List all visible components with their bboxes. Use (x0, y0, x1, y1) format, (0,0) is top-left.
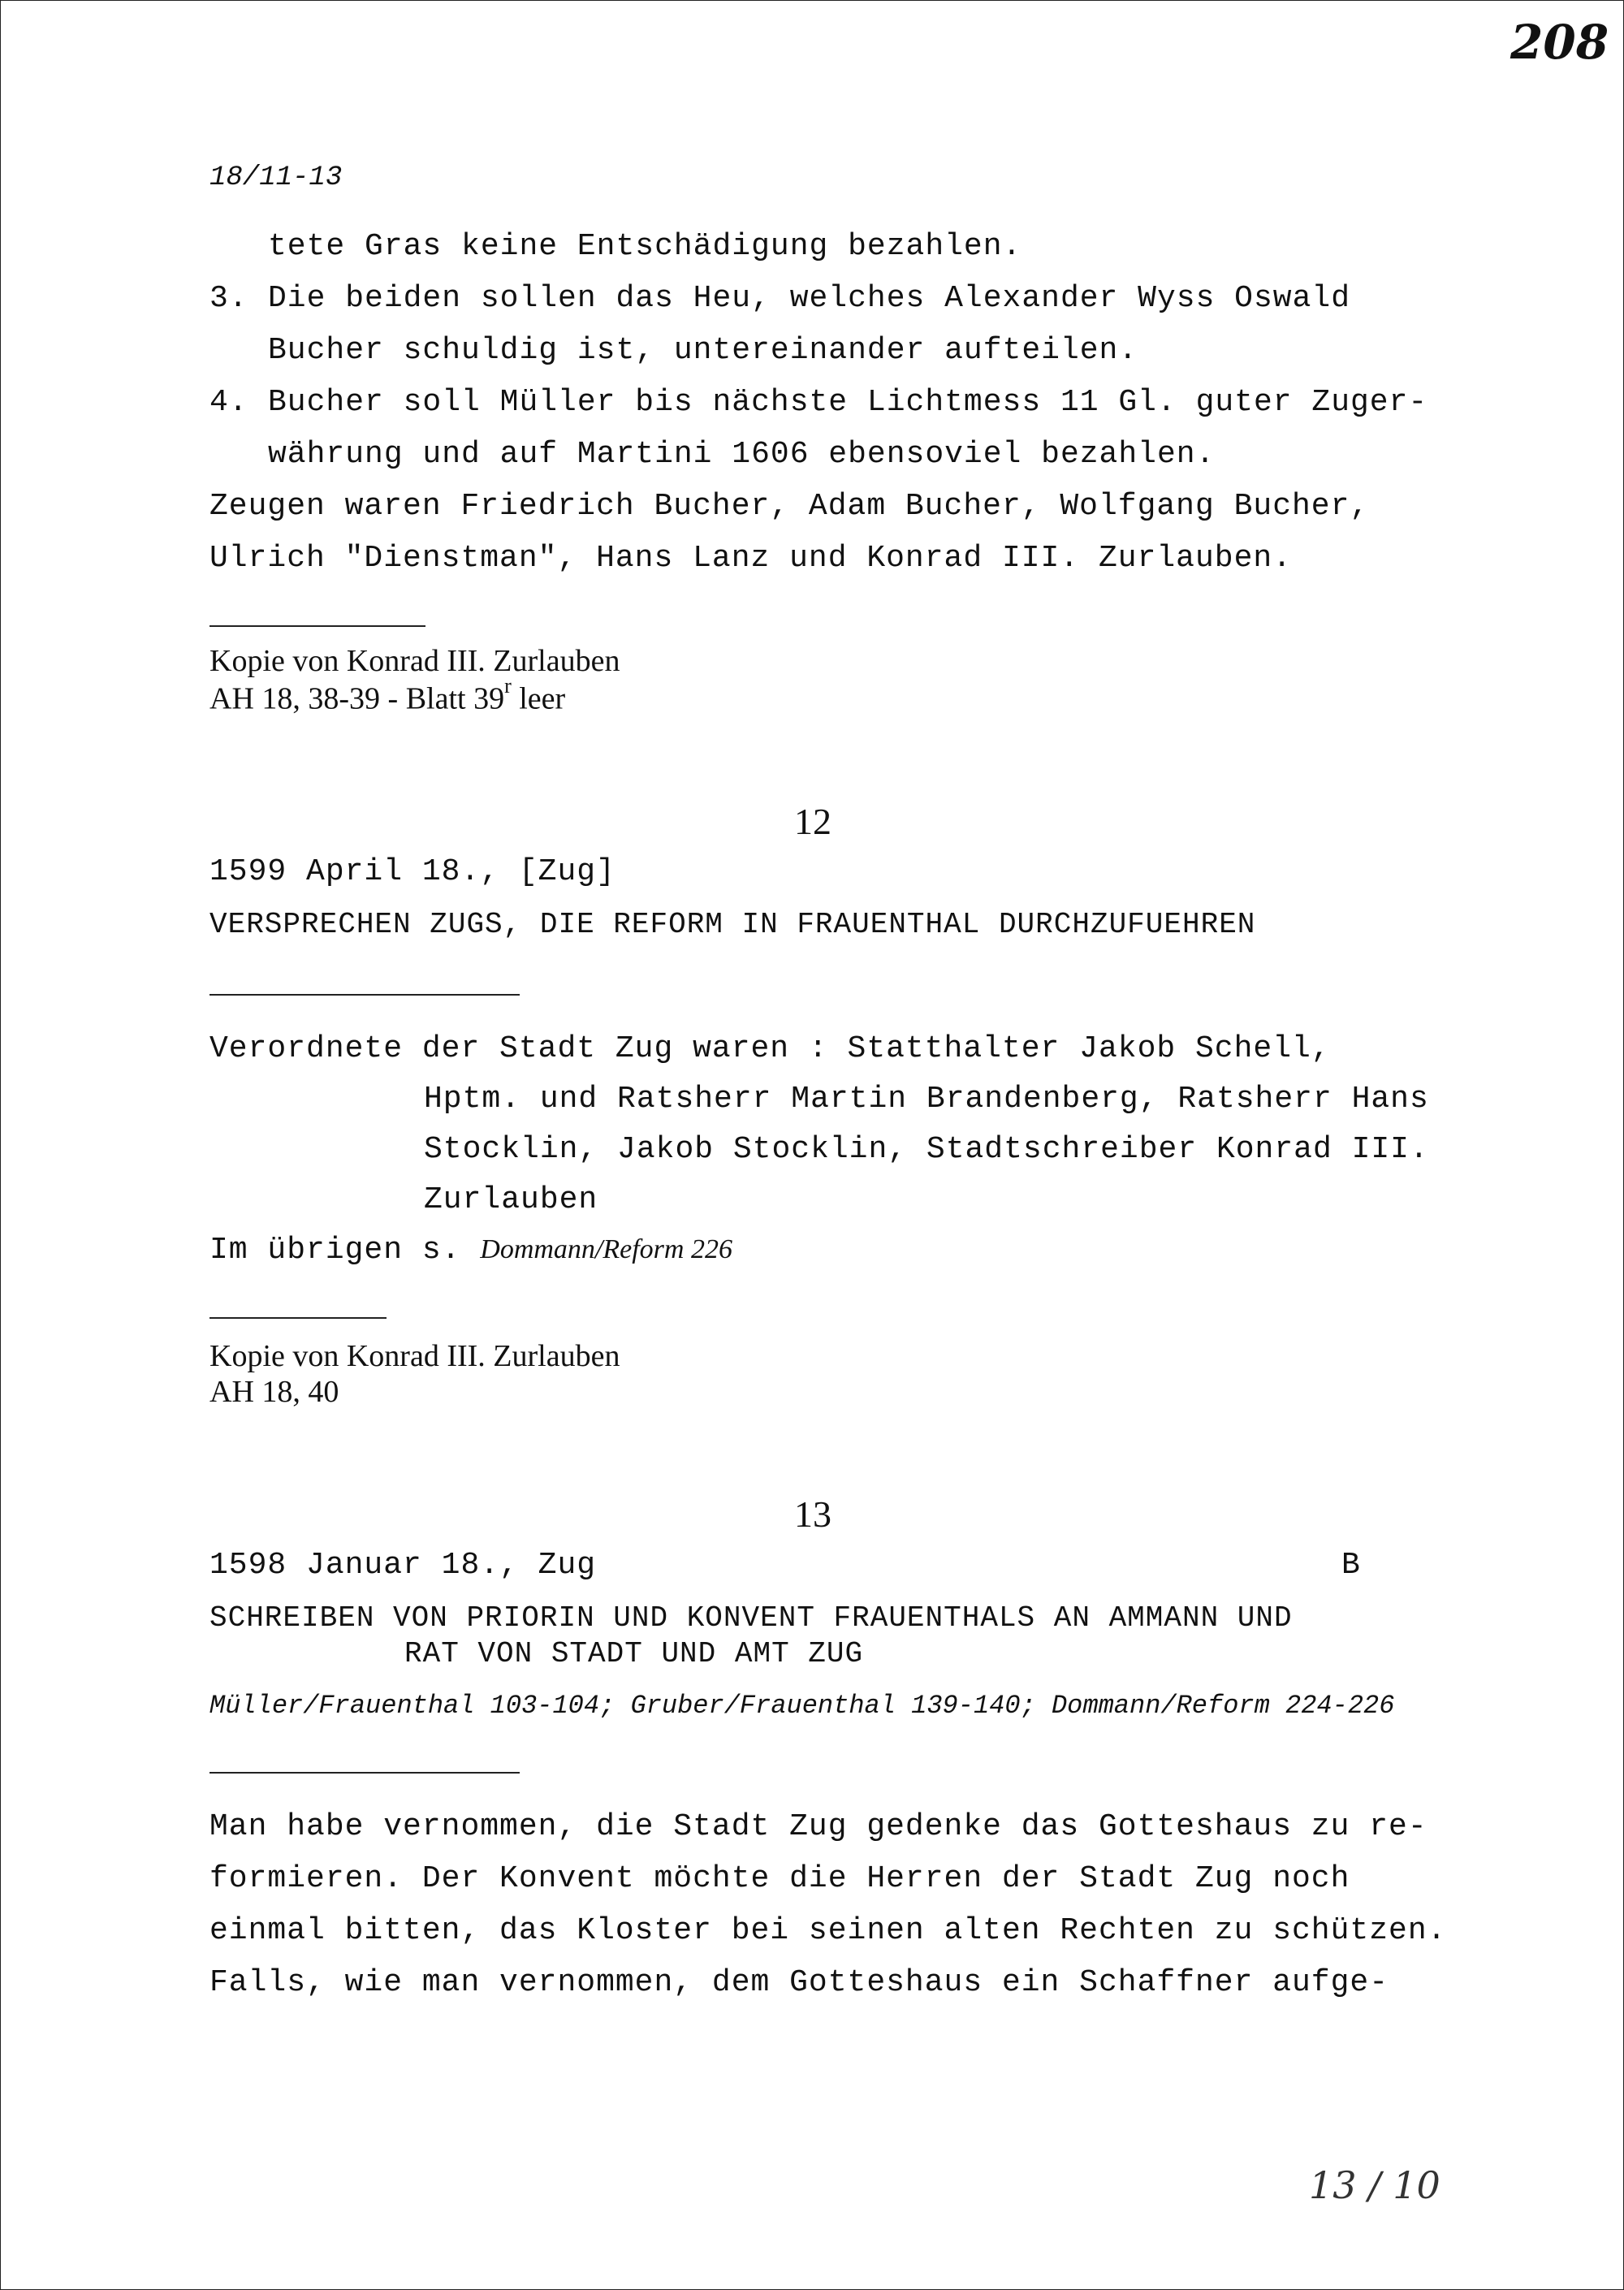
handwritten-page-number: 208 (1510, 15, 1609, 70)
source-note: AH 18, 38-39 - Blatt 39$^r$ leer (209, 674, 566, 716)
list-item-text: Die beiden sollen das Heu, welches Alexander Wyss Oswald (268, 281, 1351, 316)
entry-title: VERSPRECHEN ZUGS, DIE REFORM IN FRAUENTHAL DURCHZUFUEHREN (209, 908, 1256, 941)
entry-body: formieren. Der Konvent möchte die Herren der Stadt Zug noch (209, 1861, 1350, 1896)
section-divider (209, 625, 425, 627)
entry-code: B (1341, 1548, 1361, 1583)
section-divider (209, 994, 520, 996)
entry-body: Hptm. und Ratsherr Martin Brandenberg, Ratsherr Hans (424, 1082, 1429, 1117)
section-divider (209, 1317, 387, 1319)
entry-body: Im übrigen s. Dommann/Reform 226 (209, 1233, 732, 1268)
entry-body: Verordnete der Stadt Zug waren : Statthalter Jakob Schell, (209, 1031, 1331, 1066)
list-item-text: währung und auf Martini 1606 ebensoviel bezahlen. (268, 437, 1216, 472)
entry-title: SCHREIBEN VON PRIORIN UND KONVENT FRAUENTHALS AN AMMANN UND (209, 1601, 1293, 1635)
list-item-number: 3. (209, 281, 248, 316)
entry-number: 13 (794, 1493, 831, 1535)
header-reference: 18/11-13 (209, 162, 343, 193)
entry-body: Man habe vernommen, die Stadt Zug gedenke das Gotteshaus zu re- (209, 1809, 1427, 1844)
source-note: Kopie von Konrad III. Zurlauben (209, 1339, 620, 1373)
entry-body: Zurlauben (424, 1182, 598, 1217)
entry-body: Falls, wie man vernommen, dem Gotteshaus ein Schaffner aufge- (209, 1965, 1389, 2000)
entry-number: 12 (794, 801, 831, 842)
source-note: Kopie von Konrad III. Zurlauben (209, 644, 620, 678)
entry-body: einmal bitten, das Kloster bei seinen alten Rechten zu schützen. (209, 1913, 1447, 1948)
handwritten-footer-note: 13 / 10 (1309, 2163, 1440, 2207)
witnesses-text: Zeugen waren Friedrich Bucher, Adam Bucher, Wolfgang Bucher, (209, 489, 1370, 524)
entry-body: Stocklin, Jakob Stocklin, Stadtschreiber Konrad III. (424, 1132, 1429, 1167)
list-item-text: Bucher soll Müller bis nächste Lichtmess 11 Gl. guter Zuger- (268, 385, 1428, 420)
witnesses-text: Ulrich "Dienstman", Hans Lanz und Konrad III. Zurlauben. (209, 541, 1293, 576)
source-note: AH 18, 40 (209, 1375, 339, 1409)
literature-references: Müller/Frauenthal 103-104; Gruber/Frauenthal 139-140; Dommann/Reform 224-226 (209, 1691, 1395, 1721)
entry-title: RAT VON STADT UND AMT ZUG (404, 1637, 864, 1670)
list-item-text: Bucher schuldig ist, untereinander aufteilen. (268, 333, 1138, 368)
entry-date: 1599 April 18., [Zug] (209, 854, 615, 889)
entry-date: 1598 Januar 18., Zug (209, 1548, 597, 1583)
list-item-number: 4. (209, 385, 248, 420)
continuation-line: tete Gras keine Entschädigung bezahlen. (268, 229, 1022, 264)
section-divider (209, 1772, 520, 1774)
